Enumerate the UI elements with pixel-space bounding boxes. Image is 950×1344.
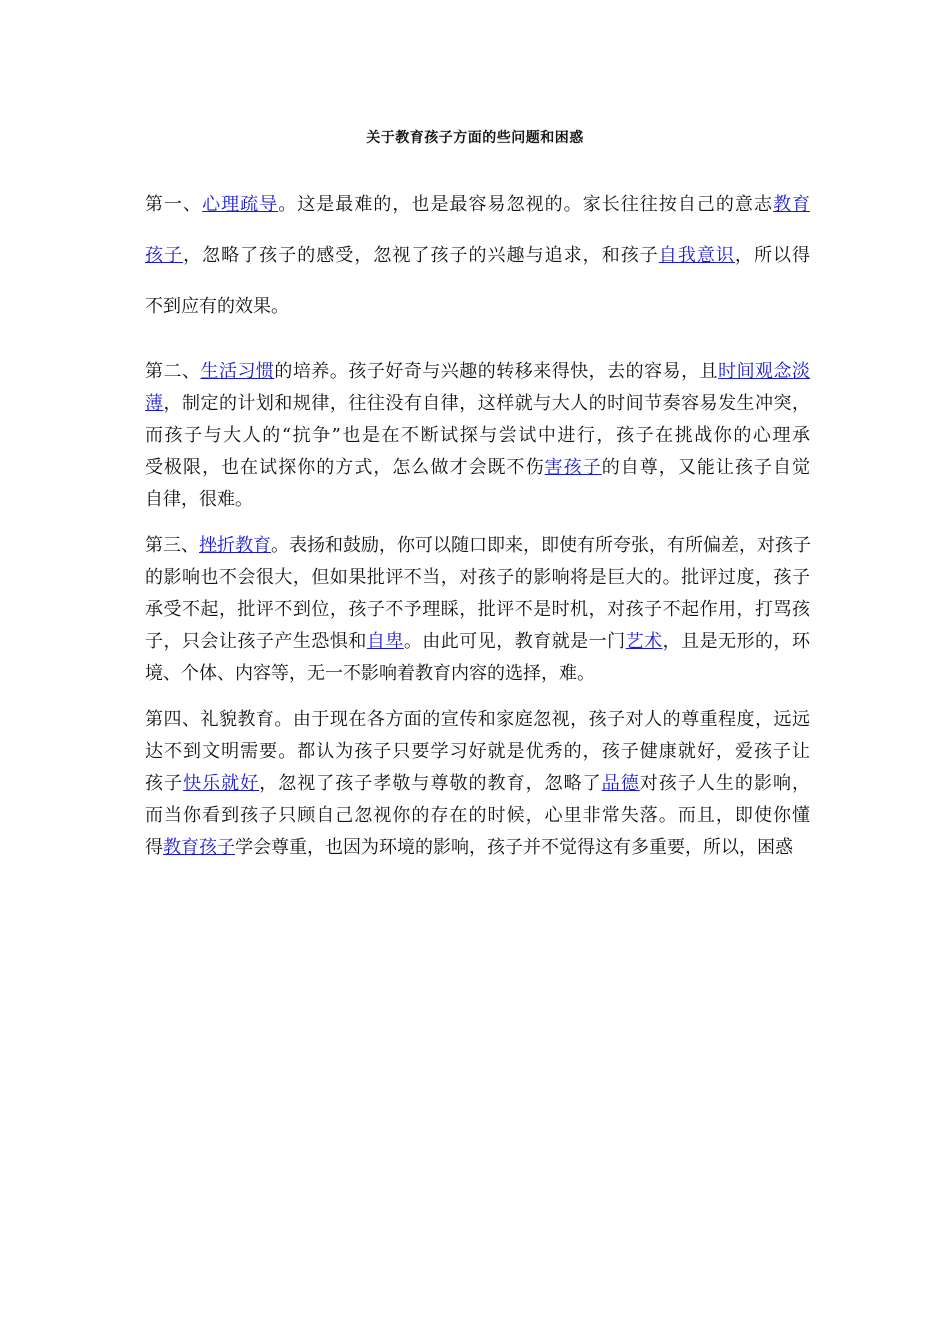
text-line (145, 420, 810, 452)
text-segment: ，所以得 (734, 245, 811, 266)
text-segment: 受极限，也在试探你的方式，怎么做才会既不伤 (145, 457, 545, 478)
inline-link[interactable]: 时间观念淡 (718, 361, 811, 382)
text-segment: 得 (145, 837, 163, 858)
text-line (145, 240, 810, 291)
inline-link[interactable]: 快乐就好 (183, 773, 260, 794)
text-segment: 不到应有的效果。 (145, 296, 289, 317)
text-line (145, 736, 810, 768)
text-segment: 的自尊，又能让孩子自觉 (601, 457, 811, 478)
text-segment: 。表扬和鼓励，你可以随口即来，即使有所夸张，有所偏差，对孩子 (271, 535, 811, 556)
text-line (145, 704, 810, 736)
text-segment: ，忽略了孩子的感受，忽视了孩子的兴趣与追求，和孩子 (183, 245, 659, 266)
text-line (145, 562, 810, 594)
paragraph-3 (145, 530, 810, 690)
text-line (145, 356, 810, 388)
text-line (145, 800, 810, 832)
text-segment: 。这是最难的，也是最容易忽视的。家长往往按自己的意志 (278, 194, 773, 215)
text-segment: 学会尊重，也因为环境的影响，孩子并不觉得这有多重要，所以，困惑 (235, 837, 793, 858)
text-segment: 而当你看到孩子只顾自己忽视你的存在的时候，心里非常失落。而且，即使你懂 (145, 805, 810, 826)
text-line (145, 291, 810, 342)
inline-link[interactable]: 孩子 (145, 245, 184, 266)
document-title: 关于教育孩子方面的些问题和困惑 (366, 130, 584, 146)
text-segment: 。由此可见，教育就是一门 (403, 631, 626, 652)
text-line (145, 452, 810, 484)
text-line (145, 189, 810, 240)
text-segment: 孩子 (145, 773, 184, 794)
text-segment: ，制定的计划和规律，往往没有自律，这样就与大人的时间节奏容易发生冲突， (163, 393, 811, 414)
inline-link[interactable]: 挫折教育 (199, 535, 271, 556)
text-segment: 的影响也不会很大，但如果批评不当，对孩子的影响将是巨大的。批评过度，孩子 (145, 567, 810, 588)
document-body (145, 189, 810, 878)
text-line (145, 594, 810, 626)
inline-link[interactable]: 害孩子 (544, 457, 602, 478)
text-segment: ，且是无形的，环 (662, 631, 811, 652)
text-segment: 第三、 (145, 535, 199, 556)
text-segment: 境、个体、内容等，无一不影响着教育内容的选择，难。 (145, 663, 595, 684)
inline-link[interactable]: 艺术 (625, 631, 663, 652)
text-line (145, 832, 810, 864)
inline-link[interactable]: 薄 (145, 393, 164, 414)
inline-link[interactable]: 心理疏导 (202, 194, 279, 215)
text-segment: 第二、 (145, 361, 201, 382)
text-line (145, 768, 810, 800)
text-segment: 承受不起，批评不到位，孩子不予理睬，批评不是时机，对孩子不起作用，打骂孩 (145, 599, 810, 620)
text-segment: 的培养。孩子好奇与兴趣的转移来得快，去的容易，且 (274, 361, 719, 382)
inline-link[interactable]: 教育孩子 (163, 837, 235, 858)
paragraph-2 (145, 356, 810, 516)
paragraph-4 (145, 704, 810, 864)
text-segment: 子，只会让孩子产生恐惧和 (145, 631, 367, 652)
text-segment: 对孩子人生的影响， (639, 773, 811, 794)
paragraph-1 (145, 189, 810, 342)
inline-link[interactable]: 自我意识 (658, 245, 735, 266)
text-line (145, 388, 810, 420)
text-segment: 第一、 (145, 194, 203, 215)
inline-link[interactable]: 生活习惯 (200, 361, 275, 382)
text-segment: 第四、礼貌教育。由于现在各方面的宣传和家庭忽视，孩子对人的尊重程度，远远 (145, 709, 810, 730)
text-segment: 而孩子与大人的“抗争”也是在不断试探与尝试中进行，孩子在挑战你的心理承 (145, 425, 810, 446)
text-segment: ，忽视了孩子孝敬与尊敬的教育，忽略了 (259, 773, 602, 794)
text-line (145, 530, 810, 562)
text-line (145, 484, 810, 516)
inline-link[interactable]: 教育 (772, 194, 811, 215)
text-line (145, 626, 810, 658)
text-segment: 达不到文明需要。都认为孩子只要学习好就是优秀的，孩子健康就好，爱孩子让 (145, 741, 810, 762)
inline-link[interactable]: 品德 (601, 773, 640, 794)
inline-link[interactable]: 自卑 (366, 631, 404, 652)
text-line (145, 658, 810, 690)
text-segment: 自律，很难。 (145, 489, 253, 510)
